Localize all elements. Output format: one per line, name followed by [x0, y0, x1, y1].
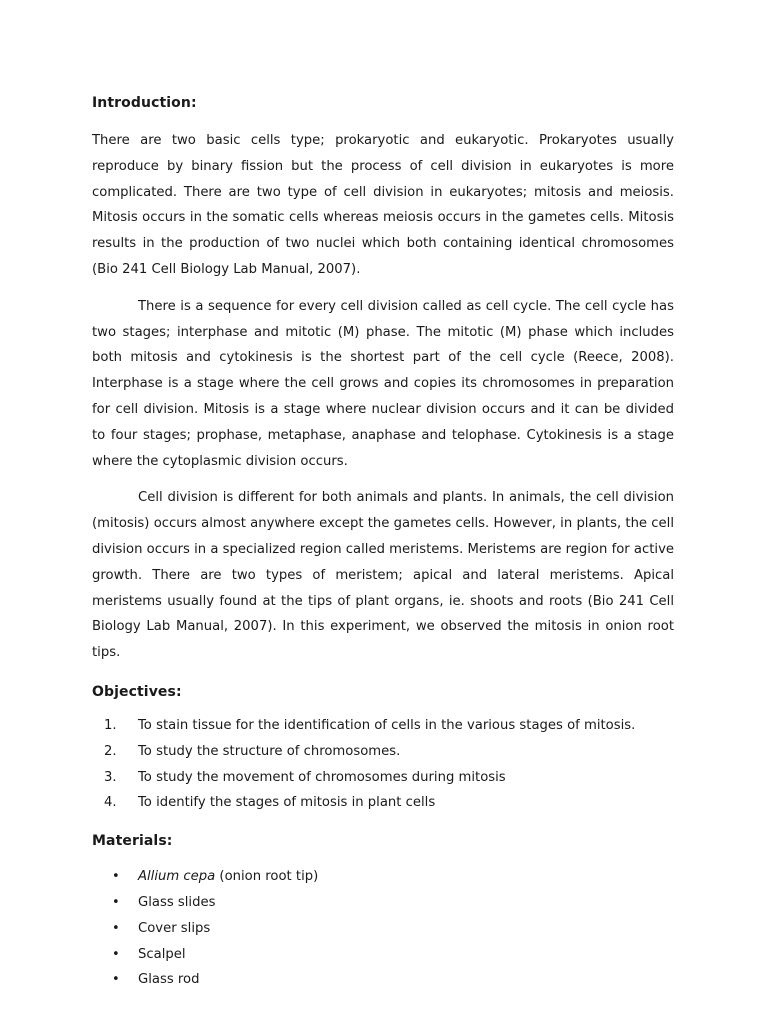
- materials-heading: Materials:: [92, 833, 173, 850]
- list-item-text: Cover slips: [138, 920, 211, 936]
- bullet-icon: •: [112, 920, 120, 936]
- list-item: [92, 739, 674, 765]
- intro-paragraph-3: Cell division is different for both animals and plants. In animals, the cell division (mitosis) occurs almost anywhere except the gametes cells. However, in plants, the cell division occurs in a specialized region called meristems. Meristems are region for active growth. There are two types of meristem; apical and lateral meristems. Apical meristems usually found at the tips of plant organs, ie. shoots and roots (Bio 241 Cell Biology Lab Manual, 2007). In this experiment, we observed the mitosis in onion root tips.: [92, 490, 674, 661]
- list-number: 3.: [104, 769, 117, 785]
- introduction-heading: Introduction:: [92, 95, 197, 111]
- list-item: [92, 765, 674, 791]
- bullet-icon: •: [112, 972, 120, 988]
- list-item-text: Glass rod: [138, 972, 200, 988]
- objectives-heading: Objectives:: [92, 683, 182, 700]
- intro-paragraph-2: There is a sequence for every cell division called as cell cycle. The cell cycle has two stages; interphase and mitotic (M) phase. The mitotic (M) phase which includes both mitosis and cytokinesis is the shortest part of the cell cycle (Reece, 2008). Interphase is a stage where the cell grows and copies its chromosomes in preparation for cell division. Mitosis is a stage where nuclear division occurs and it can be divided to four stages; prophase, metaphase, anaphase and telophase. Cytokinesis is a stage where the cytoplasmic division occurs.: [92, 298, 674, 469]
- list-item-text: To study the structure of chromosomes.: [138, 743, 401, 759]
- list-number: 1.: [104, 717, 117, 733]
- list-item: [92, 916, 674, 942]
- bullet-icon: •: [112, 894, 120, 910]
- objectives-list: [92, 713, 674, 816]
- list-item-text: To identify the stages of mitosis in plant cells: [138, 795, 436, 811]
- list-item: [92, 713, 674, 739]
- list-item-text: To study the movement of chromosomes during mitosis: [138, 769, 506, 785]
- bullet-icon: •: [112, 946, 120, 962]
- list-item-text: Scalpel: [138, 946, 186, 962]
- list-item: [92, 864, 674, 890]
- list-item-text: Glass slides: [138, 894, 216, 910]
- list-item: [92, 890, 674, 916]
- document-page: [92, 90, 674, 993]
- list-item: [92, 790, 674, 816]
- species-note: (onion root tip): [215, 869, 319, 885]
- materials-list: [92, 864, 674, 993]
- list-item: [92, 942, 674, 968]
- list-number: 2.: [104, 743, 117, 759]
- list-number: 4.: [104, 795, 117, 811]
- species-name: Allium cepa: [138, 869, 216, 885]
- bullet-icon: •: [112, 869, 120, 885]
- intro-paragraph-1: There are two basic cells type; prokaryotic and eukaryotic. Prokaryotes usually reproduce by binary fission but the process of cell division in eukaryotes is more complicated. There are two type of cell division in eukaryotes; mitosis and meiosis. Mitosis occurs in the somatic cells whereas meiosis occurs in the gametes cells. Mitosis results in the production of two nuclei which both containing identical chromosomes (Bio 241 Cell Biology Lab Manual, 2007).: [92, 133, 674, 277]
- list-item-text: [138, 864, 318, 890]
- list-item-text: To stain tissue for the identification of cells in the various stages of mitosis.: [138, 717, 636, 733]
- list-item: [92, 967, 674, 993]
